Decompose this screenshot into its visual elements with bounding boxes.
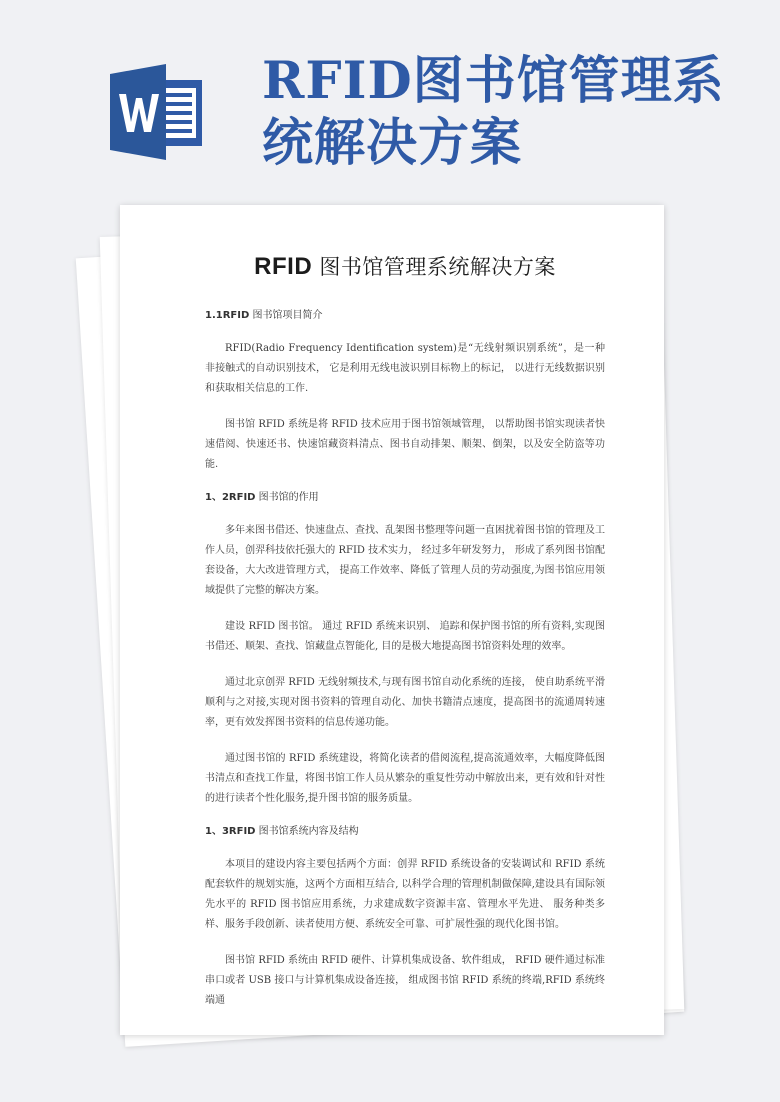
paragraph: 建设 RFID 图书馆。 通过 RFID 系统来识别、 追踪和保护图书馆的所有资料,实现图书借还、顺架、查找、馆藏盘点智能化, 目的是极大地提高图书馆资料处理的效率。 xyxy=(205,621,605,652)
paragraph: 通过北京创羿 RFID 无线射频技术,与现有图书馆自动化系统的连接， 使自助系统平滑顺利与之对接,实现对图书资料的管理自动化、加快书籍清点速度，提高图书的流通周转速率，更有效发挥图书资料的信息传递功能。 xyxy=(205,677,605,728)
word-document-icon xyxy=(108,62,208,162)
paragraph: 图书馆 RFID 系统是将 RFID 技术应用于图书馆领域管理， 以帮助图书馆实现读者快速借阅、快速还书、快速馆藏资料清点、图书自动排架、顺架、倒架，以及安全防盗等功能. xyxy=(205,419,605,470)
paragraph: RFID(Radio Frequency Identification system)是“无线射频识别系统”，是一种非接触式的自动识别技术， 它是利用无线电波识别目标物上的标记， 以进行无线数据识别和获取相关信息的工作. xyxy=(205,343,605,394)
paragraph: 本项目的建设内容主要包括两个方面：创羿 RFID 系统设备的安装调试和 RFID 系统配套软件的规划实施，这两个方面相互结合, 以科学合理的管理机制做保障,建设具有国际领先水平的 RFID 图书馆应用系统，力求建成数字资源丰富、管理水平先进、 服务种类多样、服务手段创新、读者使用方便、系统安全可靠、可扩展性强的现代化图书馆。 xyxy=(205,859,605,930)
document-title: RFID 图书馆管理系统解决方案 xyxy=(254,253,556,280)
document-body xyxy=(205,253,605,1027)
banner-title: RFID图书馆管理系统解决方案 xyxy=(262,51,725,173)
section-heading: 1.1RFID 图书馆项目简介 xyxy=(205,310,323,321)
section-heading: 1、3RFID 图书馆系统内容及结构 xyxy=(205,826,359,837)
paragraph: 通过图书馆的 RFID 系统建设，将简化读者的借阅流程,提高流通效率，大幅度降低图书清点和查找工作量，将图书馆工作人员从繁杂的重复性劳动中解放出来，更有效和针对性的进行读者个性化服务,提升图书馆的服务质量。 xyxy=(205,753,605,804)
paragraph: 图书馆 RFID 系统由 RFID 硬件、计算机集成设备、软件组成， RFID 硬件通过标准串口或者 USB 接口与计算机集成设备连接， 组成图书馆 RFID 系统的终端,RFID 系统终端通 xyxy=(205,955,605,1006)
paragraph: 多年来图书借还、快速盘点、查找、乱架图书整理等问题一直困扰着图书馆的管理及工作人员，创羿科技依托强大的 RFID 技术实力， 经过多年研发努力， 形成了系列图书馆配套设备，大大改进管理方式， 提高工作效率、降低了管理人员的劳动强度,为图书馆应用领域提供了完整的解决方案。 xyxy=(205,525,605,596)
document-page xyxy=(120,205,664,1035)
section-heading: 1、2RFID 图书馆的作用 xyxy=(205,492,319,503)
